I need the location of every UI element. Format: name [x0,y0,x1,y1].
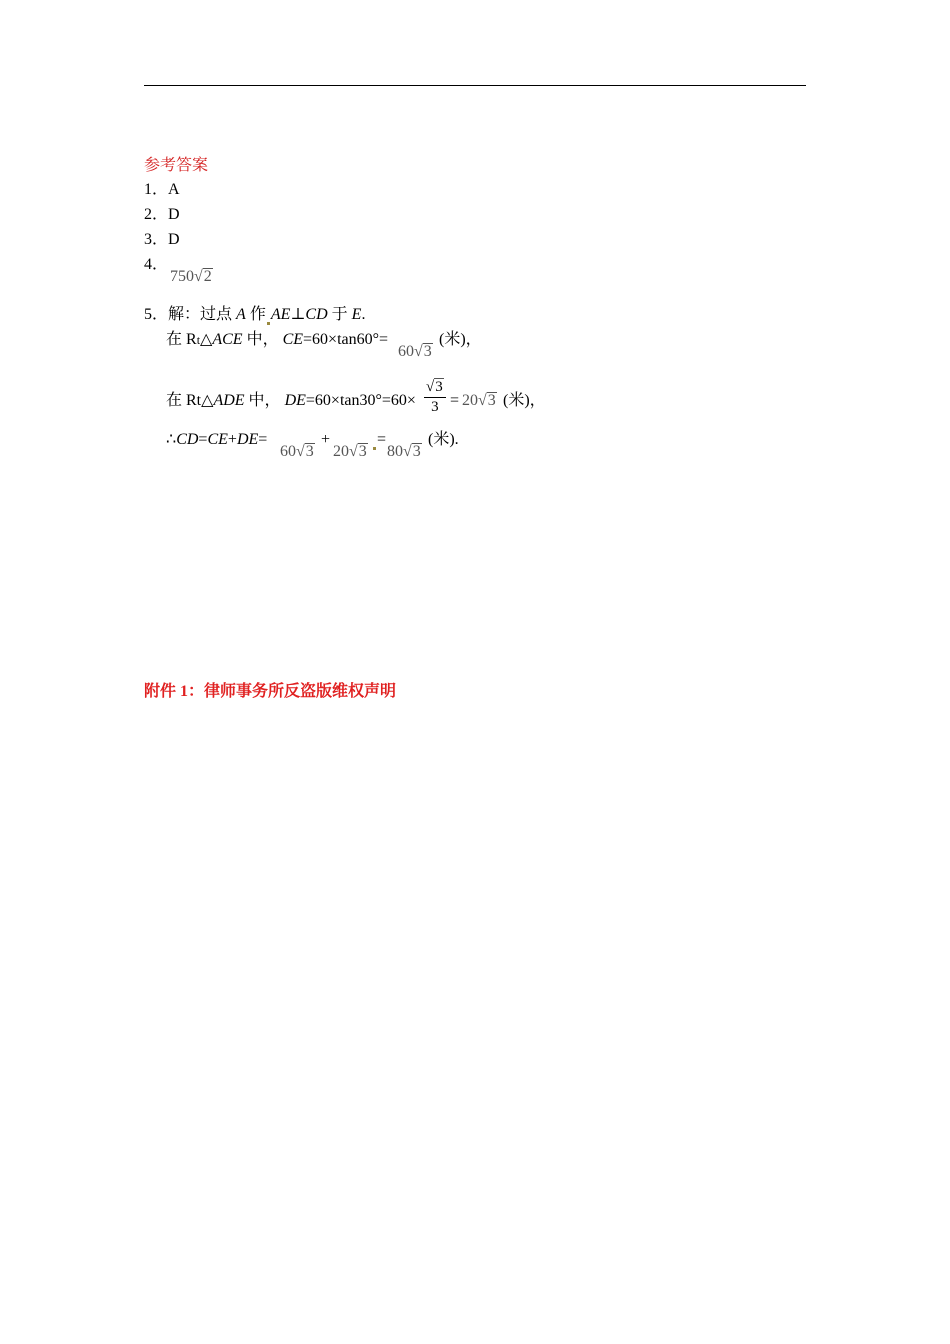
radical-coefficient: 20 [333,443,349,460]
radical-coefficient: 750 [170,268,194,285]
answer-num: 1． [144,181,169,198]
expression: =60×tan60°= [303,331,389,348]
segment-ae: AE [270,306,291,323]
answer-text: A [168,181,180,198]
period: . [361,306,366,323]
square-root: √3 [478,392,496,409]
term-20-root3 [333,443,368,461]
q5-line1 [166,330,388,350]
radical-coefficient: 80 [387,443,403,460]
radicand: 3 [305,443,314,460]
plus: + [321,431,331,448]
answer-1 [144,180,180,200]
term-80-root3 [387,443,422,461]
variable-de: DE [284,392,306,409]
point-a: A [236,306,246,323]
q5-line2 [166,391,416,411]
radical-coefficient: 60 [280,443,296,460]
radicand: 2 [203,268,212,285]
fraction [424,378,446,417]
line-text: t [196,333,201,347]
radical-coefficient: 20 [462,392,478,409]
answer-text: D [168,206,180,223]
square-root: √3 [349,443,367,460]
equals: = [377,431,387,448]
answer-3 [144,230,180,250]
q5-line3-unit: (米). [428,431,459,448]
equals: = [450,392,460,409]
radicand: 3 [423,343,432,360]
annex-title: 附件 1：律师事务所反盗版维权声明 [144,683,397,700]
q5-line2-unit: (米)， [503,392,546,409]
equals: = [258,431,268,448]
point-e: E [351,306,362,323]
marker-dot [373,447,376,450]
radicand: 3 [487,392,496,409]
section-title: 参考答案 [144,157,209,174]
variable-de: DE [236,431,259,448]
therefore-symbol: ∴ [166,431,177,448]
fraction-denominator: 3 [431,399,439,415]
plus: + [227,431,237,448]
q5-text: 解：过点 [168,306,233,323]
perp-symbol: ⊥ [290,306,306,323]
radicand: 3 [435,379,443,395]
variable-ce: CE [207,431,228,448]
q5-line1-unit: (米)， [439,331,482,348]
line-text: 在 Rt△ [166,392,214,409]
line-text: 在 R [166,331,197,348]
q5-num: 5． [144,306,169,323]
triangle-symbol: △ [200,331,213,348]
variable-cd: CD [176,431,199,448]
segment-cd: CD [305,306,328,323]
line-text: 中， [244,392,281,409]
radicand: 3 [412,443,421,460]
square-root: √3 [414,343,432,360]
variable-ce: CE [282,331,304,348]
answer-text: D [168,231,180,248]
radicand: 3 [358,443,367,460]
marker-dot [267,322,270,325]
square-root: √3 [296,443,314,460]
header-rule [144,85,806,86]
q5-line2-result [462,392,497,410]
term-60-root3 [280,443,315,461]
q5-text: 于 [331,306,348,323]
equals-group [372,430,386,450]
radical-coefficient: 60 [398,343,414,360]
q5-text: 作 [249,306,266,323]
q5-intro [144,305,365,325]
q5-line1-result [398,343,433,361]
square-root: √3 [403,443,421,460]
fraction-numerator: √3 [424,377,446,398]
triangle-name: ACE [212,331,243,348]
answer-num: 2． [144,206,169,223]
triangle-name: ADE [213,392,245,409]
answer-num: 3． [144,231,169,248]
answer-4-num: 4． [144,256,169,273]
expression: =60×tan30°=60× [305,392,416,409]
line-text: 中， [242,331,279,348]
q5-line3 [166,430,267,450]
square-root: √2 [194,268,212,285]
answer-2 [144,205,180,225]
answer-4-value [170,268,213,286]
equals: = [198,431,208,448]
